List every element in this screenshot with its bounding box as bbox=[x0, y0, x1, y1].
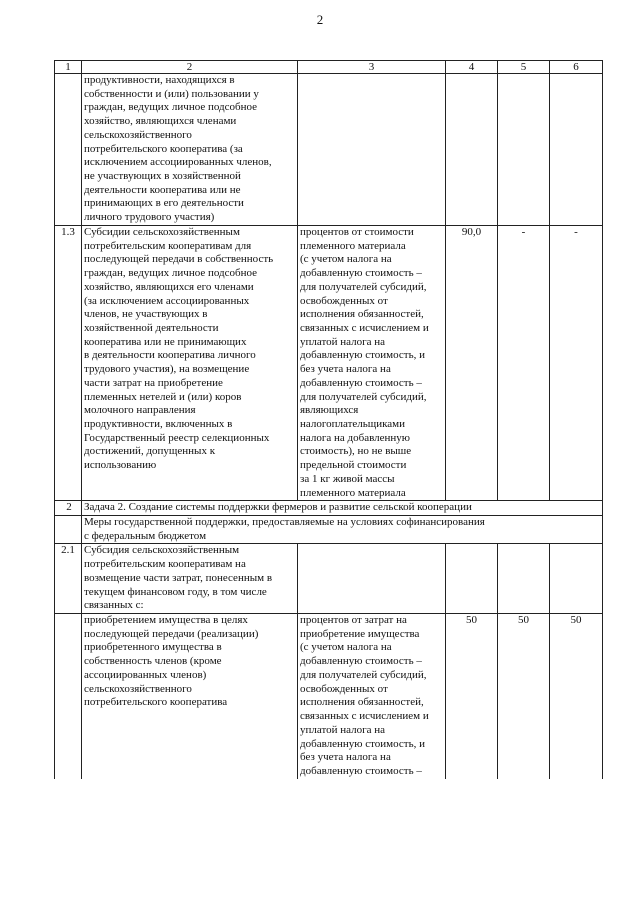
value-cell-year3: - bbox=[550, 225, 603, 500]
column-header: 4 bbox=[446, 61, 498, 74]
value-cell-year2 bbox=[498, 544, 550, 614]
table-row bbox=[55, 225, 603, 500]
column-header: 6 bbox=[550, 61, 603, 74]
value-cell-year3 bbox=[550, 544, 603, 614]
table-row bbox=[55, 74, 603, 226]
task-row bbox=[55, 501, 603, 516]
value-cell-year1: 90,0 bbox=[446, 225, 498, 500]
unit-cell: процентов от стоимости племенного материала (с учетом налога на добавленную стоимость – для получателей субсидий, освобожденных от исполнения обязанностей, связанных с исчислением и уплатой налога на добавленную стоимость, и без учета налога на добавленную стоимость – для получателей субсидий, являющихся налогоплательщиками налога на добавленную стоимость), но не выше предельной стоимости за 1 кг живой массы племенного материала bbox=[298, 225, 446, 500]
section-row bbox=[55, 516, 603, 544]
table-row bbox=[55, 544, 603, 614]
value-cell-year2: 50 bbox=[498, 614, 550, 779]
column-header: 3 bbox=[298, 61, 446, 74]
column-header: 2 bbox=[82, 61, 298, 74]
unit-cell: процентов от затрат на приобретение имущества (с учетом налога на добавленную стоимость – для получателей субсидий, освобожденных от исполнения обязанностей, связанных с исчислением и уплатой налога на добавленную стоимость, и без учета налога на добавленную стоимость – bbox=[298, 614, 446, 779]
measure-cell: Субсидии сельскохозяйственным потребительским кооперативам для последующей передачи в собственность граждан, ведущих личное подсобное хозяйство, являющихся его членами (за исключением ассоциированных членов, не участвующих в хозяйственной деятельности кооператива или не принимающих в деятельности кооператива личного трудового участия), на возмещение части затрат на приобретение племенных нетелей и (или) коров молочного направления продуктивности, включенных в Государственный реестр селекционных достижений, допущенных к использованию bbox=[82, 225, 298, 500]
value-cell-year2: - bbox=[498, 225, 550, 500]
table-header-row bbox=[55, 61, 603, 74]
measure-cell: Субсидия сельскохозяйственным потребительским кооперативам на возмещение части затрат, понесенным в текущем финансовом году, в том числе связанных с: bbox=[82, 544, 298, 614]
row-number-cell bbox=[55, 74, 82, 226]
value-cell-year3: 50 bbox=[550, 614, 603, 779]
page-number: 2 bbox=[316, 12, 324, 27]
value-cell-year1 bbox=[446, 74, 498, 226]
table-row bbox=[55, 614, 603, 779]
subsidy-table bbox=[54, 60, 603, 779]
column-header: 5 bbox=[498, 61, 550, 74]
value-cell-year3 bbox=[550, 74, 603, 226]
measure-cell: продуктивности, находящихся в собственности и (или) пользовании у граждан, ведущих личное подсобное хозяйство, являющихся членами сельскохозяйственного потребительского кооператива (за исключением ассоциированных членов, не участвующих в хозяйственной деятельности кооператива или не принимающих в его деятельности личного трудового участия) bbox=[82, 74, 298, 226]
section-heading: Меры государственной поддержки, предоставляемые на условиях софинансирования с федеральным бюджетом bbox=[82, 516, 603, 544]
value-cell-year1: 50 bbox=[446, 614, 498, 779]
unit-cell bbox=[298, 74, 446, 226]
task-heading: Задача 2. Создание системы поддержки фермеров и развитие сельской кооперации bbox=[82, 501, 603, 516]
row-number-cell bbox=[55, 614, 82, 779]
value-cell-year2 bbox=[498, 74, 550, 226]
measure-cell: приобретением имущества в целях последующей передачи (реализации) приобретенного имущества в собственность членов (кроме ассоциированных членов) сельскохозяйственного потребительского кооператива bbox=[82, 614, 298, 779]
row-number-cell: 1.3 bbox=[55, 225, 82, 500]
column-header: 1 bbox=[55, 61, 82, 74]
row-number-cell: 2.1 bbox=[55, 544, 82, 614]
row-number-cell: 2 bbox=[55, 501, 82, 516]
unit-cell bbox=[298, 544, 446, 614]
row-number-cell bbox=[55, 516, 82, 544]
value-cell-year1 bbox=[446, 544, 498, 614]
